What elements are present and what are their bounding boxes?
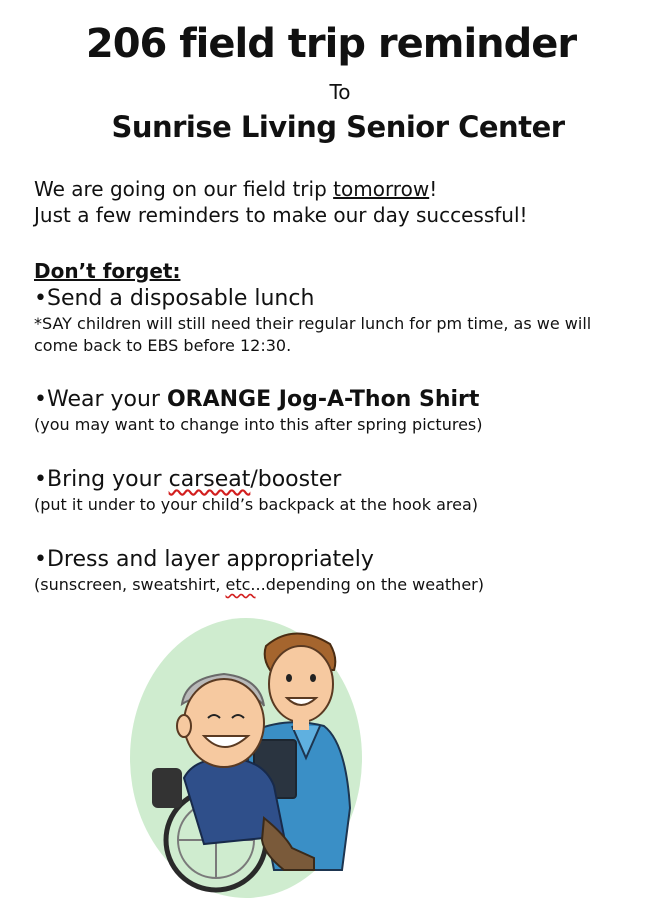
dress-note-text: (sunscreen, sweatshirt, (34, 575, 226, 594)
reminder-text: Wear your (46, 387, 167, 412)
etc-misspelled: etc. (225, 575, 256, 594)
senior-face (184, 679, 264, 767)
bullet: • (34, 467, 47, 492)
carseat-misspelled: carseat (168, 467, 251, 492)
center-name: Sunrise Living Senior Center (111, 110, 565, 144)
shirt-note: (you may want to change into this after spring pictures) (34, 415, 483, 434)
caregiver-face (269, 646, 333, 722)
lunch-note-line-1: *SAY children will still need their regular lunch for pm time, as we will (34, 314, 592, 333)
reminder-shirt (34, 386, 479, 414)
intro-exclaim: ! (429, 177, 438, 201)
bullet: • (34, 387, 47, 412)
intro-text: We are going on our field trip (34, 177, 334, 201)
reminder-lunch (34, 285, 314, 313)
shirt-emphasis: ORANGE Jog-A-Thon Shirt (166, 387, 480, 412)
dress-note (34, 573, 484, 597)
page-title: 206 field trip reminder (85, 21, 577, 67)
intro-line-2: Just a few reminders to make our day successful! (34, 203, 528, 227)
reminder-text: Bring your (46, 467, 169, 492)
reminder-text: Send a disposable lunch (46, 286, 315, 311)
intro-line-1 (34, 176, 437, 202)
dont-forget-heading: Don’t forget: (34, 259, 181, 283)
reminder-carseat (34, 466, 341, 494)
reminder-dress (34, 546, 374, 574)
reminder-text: Dress and layer appropriately (46, 547, 374, 572)
tomorrow-emphasis: tomorrow (333, 177, 430, 201)
dress-note-end: ..depending on the weather) (255, 575, 484, 594)
lunch-note-line-2: come back to EBS before 12:30. (34, 336, 292, 355)
reminder-text-end: /booster (250, 467, 342, 492)
bullet: • (34, 547, 47, 572)
carseat-note: (put it under to your child’s backpack at the hook area) (34, 495, 478, 514)
bullet: • (34, 286, 47, 311)
caregiver-with-senior-in-wheelchair-icon (124, 608, 384, 898)
to-label: To (329, 80, 351, 104)
